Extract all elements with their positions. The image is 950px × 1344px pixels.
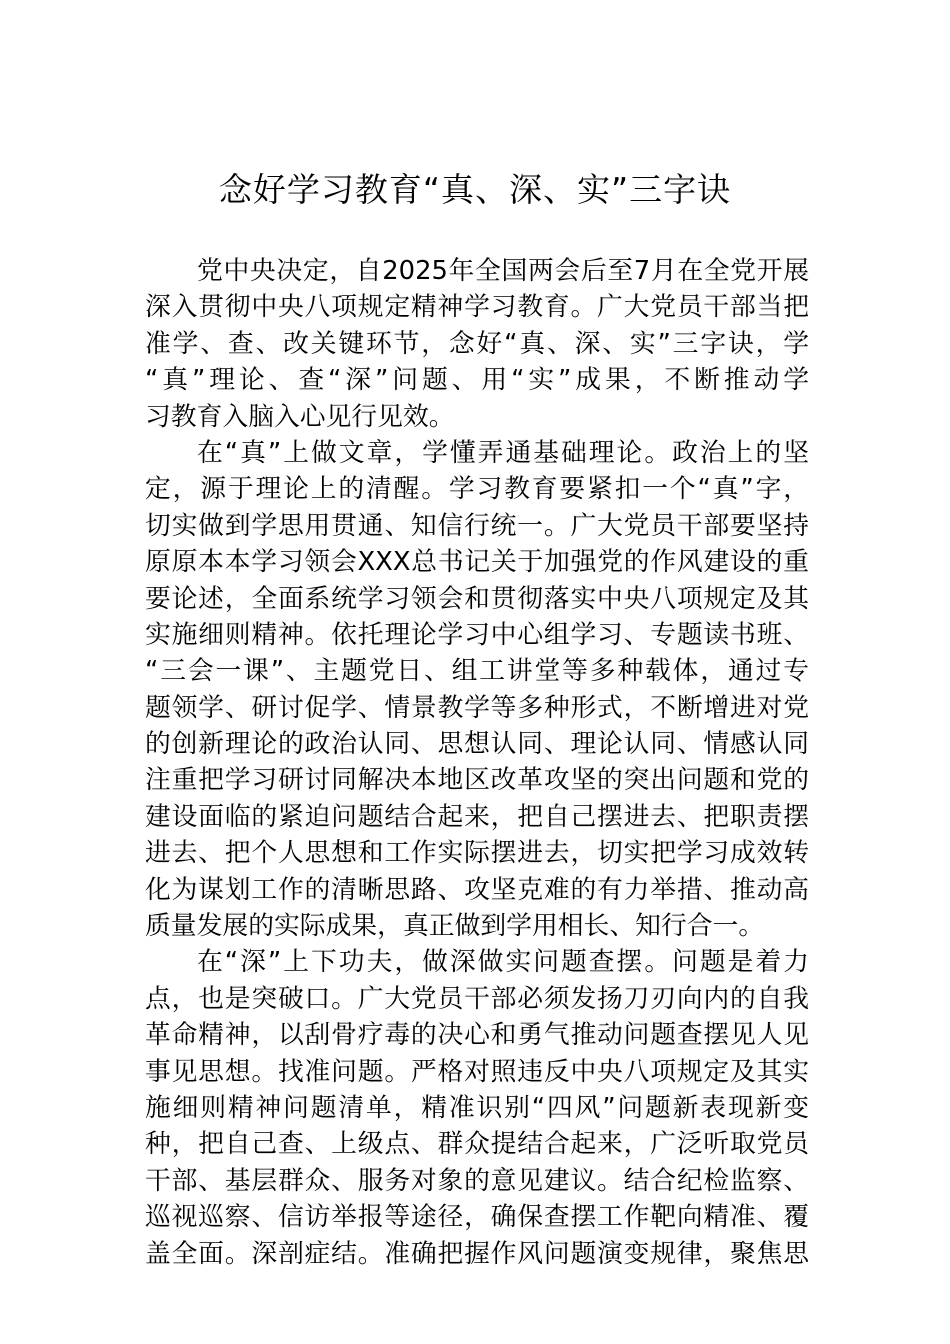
text-line: 习教育入脑入心见行见效。 — [145, 401, 455, 432]
text-line: 革命精神，以刮骨疗毒的决心和勇气推动问题查摆见人见 — [145, 1020, 809, 1051]
text-line: 准学、查、改关键环节，念好“真、深、实”三字诀，学 — [145, 328, 809, 359]
text-line: 党中央决定，自2025年全国两会后至7月在全党开展 — [197, 256, 809, 286]
text-line: 化为谋划工作的清晰思路、攻坚克难的有力举措、推动高 — [145, 874, 809, 905]
text-line: 注重把学习研讨同解决本地区改革攻坚的突出问题和党的 — [145, 765, 809, 796]
text-line: 实施细则精神。依托理论学习中心组学习、专题读书班、 — [145, 619, 809, 650]
text-line: 事见思想。找准问题。严格对照违反中央八项规定及其实 — [145, 1056, 809, 1087]
text-line: 深入贯彻中央八项规定精神学习教育。广大党员干部当把 — [145, 292, 809, 323]
paragraph — [145, 435, 809, 944]
text-line: 建设面临的紧迫问题结合起来，把自己摆进去、把职责摆 — [145, 801, 809, 832]
text-line: 要论述，全面系统学习领会和贯彻落实中央八项规定及其 — [145, 583, 809, 614]
text-line: 的创新理论的政治认同、思想认同、理论认同、情感认同 — [145, 729, 809, 760]
text-line: 种，把自己查、上级点、群众提结合起来，广泛听取党员 — [145, 1129, 809, 1160]
text-line: “真”理论、查“深”问题、用“实”成果，不断推动学 — [145, 365, 809, 396]
text-line: 巡视巡察、信访举报等途径，确保查摆工作靶向精准、覆 — [145, 1202, 809, 1233]
text-line: 盖全面。深剖症结。准确把握作风问题演变规律，聚焦思 — [145, 1238, 809, 1269]
text-line: 质量发展的实际成果，真正做到学用相长、知行合一。 — [145, 911, 765, 942]
text-line: 施细则精神问题清单，精准识别“四风”问题新表现新变 — [145, 1092, 809, 1123]
text-line: 题领学、研讨促学、情景教学等多种形式，不断增进对党 — [145, 692, 809, 723]
document-body — [145, 253, 809, 1272]
text-line: 在“深”上下功夫，做深做实问题查摆。问题是着力 — [197, 947, 809, 978]
text-line: 切实做到学思用贯通、知信行统一。广大党员干部要坚持 — [145, 510, 809, 541]
text-line: 定，源于理论上的清醒。学习教育要紧扣一个“真”字， — [145, 474, 809, 505]
document-title: 念好学习教育“真、深、实”三字诀 — [218, 170, 732, 209]
text-line: 在“真”上做文章，学懂弄通基础理论。政治上的坚 — [197, 437, 809, 468]
text-line: 干部、基层群众、服务对象的意见建议。结合纪检监察、 — [145, 1165, 809, 1196]
text-line: 点，也是突破口。广大党员干部必须发扬刀刃向内的自我 — [145, 983, 809, 1014]
paragraph — [145, 944, 809, 1272]
text-line: 原原本本学习领会XXX总书记关于加强党的作风建设的重 — [145, 547, 809, 578]
text-line: 进去、把个人思想和工作实际摆进去，切实把学习成效转 — [145, 838, 809, 869]
text-line: “三会一课”、主题党日、组工讲堂等多种载体，通过专 — [145, 656, 809, 687]
paragraph — [145, 253, 809, 435]
